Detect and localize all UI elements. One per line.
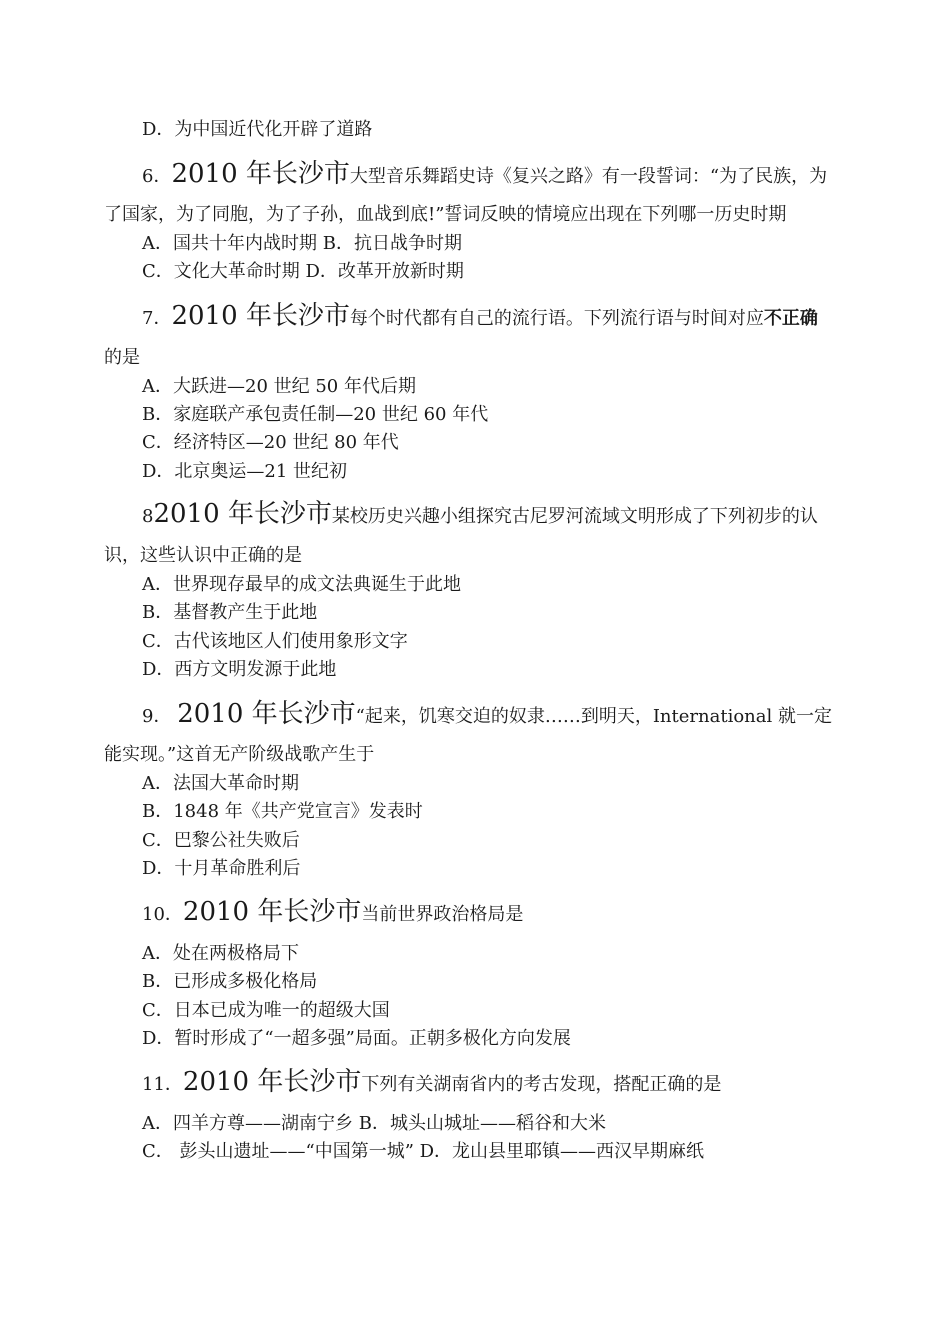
q7-option-a: A．大跃进—20 世纪 50 年代后期 <box>142 376 416 397</box>
q6-stem-text1: 大型音乐舞蹈史诗《复兴之路》有一段誓词：“为了民族，为 <box>349 166 828 187</box>
q6-stem-line2: 了国家，为了同胞，为了子孙，血战到底!”誓词反映的情境应出现在下列哪一历史时期 <box>104 204 787 225</box>
q10-number: 10． <box>142 904 183 925</box>
q9-option-c: C．巴黎公社失败后 <box>142 830 300 851</box>
q6-stem-line1 <box>142 158 847 193</box>
q11-options-ab: A．四羊方尊——湖南宁乡 B．城头山城址——稻谷和大米 <box>142 1113 606 1134</box>
q9-number: 9． <box>142 706 172 727</box>
q11-source: 2010 年长沙市 <box>182 1067 362 1097</box>
q8-option-d: D．西方文明发源于此地 <box>142 659 337 680</box>
q10-option-d: D．暂时形成了“一超多强”局面。正朝多极化方向发展 <box>142 1028 571 1049</box>
q7-source: 2010 年长沙市 <box>171 301 350 331</box>
q11-stem-text1: 下列有关湖南省内的考古发现，搭配正确的是 <box>361 1074 722 1095</box>
q7-number: 7． <box>142 308 172 329</box>
q10-option-a: A．处在两极格局下 <box>142 943 299 964</box>
q8-option-a: A．世界现存最早的成文法典诞生于此地 <box>142 574 461 595</box>
q7-option-b: B．家庭联产承包责任制—20 世纪 60 年代 <box>142 404 489 425</box>
q8-stem-line1 <box>142 498 847 533</box>
q10-option-b: B．已形成多极化格局 <box>142 971 318 992</box>
q8-stem-text1: 某校历史兴趣小组探究古尼罗河流域文明形成了下列初步的认 <box>331 506 818 527</box>
q9-stem-line1 <box>142 698 847 733</box>
q8-number: 8 <box>142 506 154 527</box>
q11-stem-line1 <box>142 1066 847 1101</box>
q9-option-b: B．1848 年《共产党宣言》发表时 <box>142 801 423 822</box>
q10-stem-line1 <box>142 896 847 931</box>
q11-number: 11． <box>142 1074 183 1095</box>
q7-option-c: C．经济特区—20 世纪 80 年代 <box>142 432 399 453</box>
q8-source: 2010 年长沙市 <box>153 499 332 529</box>
q9-stem-line2: 能实现。”这首无产阶级战歌产生于 <box>104 744 375 765</box>
q6-options-cd: C．文化大革命时期 D．改革开放新时期 <box>142 261 464 282</box>
q8-stem-line2: 识，这些认识中正确的是 <box>104 545 302 566</box>
q7-stem-line1 <box>142 300 847 335</box>
q7-stem-line2: 的是 <box>104 347 140 368</box>
q9-option-a: A．法国大革命时期 <box>142 773 299 794</box>
q5-option-d: D．为中国近代化开辟了道路 <box>142 119 373 140</box>
q9-option-d: D．十月革命胜利后 <box>142 858 301 879</box>
q7-option-d: D．北京奥运—21 世纪初 <box>142 461 348 482</box>
q8-option-c: C．古代该地区人们使用象形文字 <box>142 631 408 652</box>
q8-option-b: B．基督教产生于此地 <box>142 602 318 623</box>
q10-option-c: C．日本已成为唯一的超级大国 <box>142 1000 390 1021</box>
q7-emphasis: 不正确 <box>763 308 818 329</box>
q7-stem-text1: 每个时代都有自己的流行语。下列流行语与时间对应 <box>349 308 764 329</box>
q6-source: 2010 年长沙市 <box>171 159 350 189</box>
q9-stem-text1: “起来，饥寒交迫的奴隶……到明天，International 就一定 <box>355 706 832 727</box>
q6-options-ab: A．国共十年内战时期 B．抗日战争时期 <box>142 233 462 254</box>
q9-source: 2010 年长沙市 <box>177 699 356 729</box>
q6-number: 6． <box>142 166 172 187</box>
q10-stem-text1: 当前世界政治格局是 <box>361 904 524 925</box>
q10-source: 2010 年长沙市 <box>182 897 362 927</box>
q11-options-cd: C． 彭头山遗址——“中国第一城” D．龙山县里耶镇——西汉早期麻纸 <box>142 1141 705 1162</box>
